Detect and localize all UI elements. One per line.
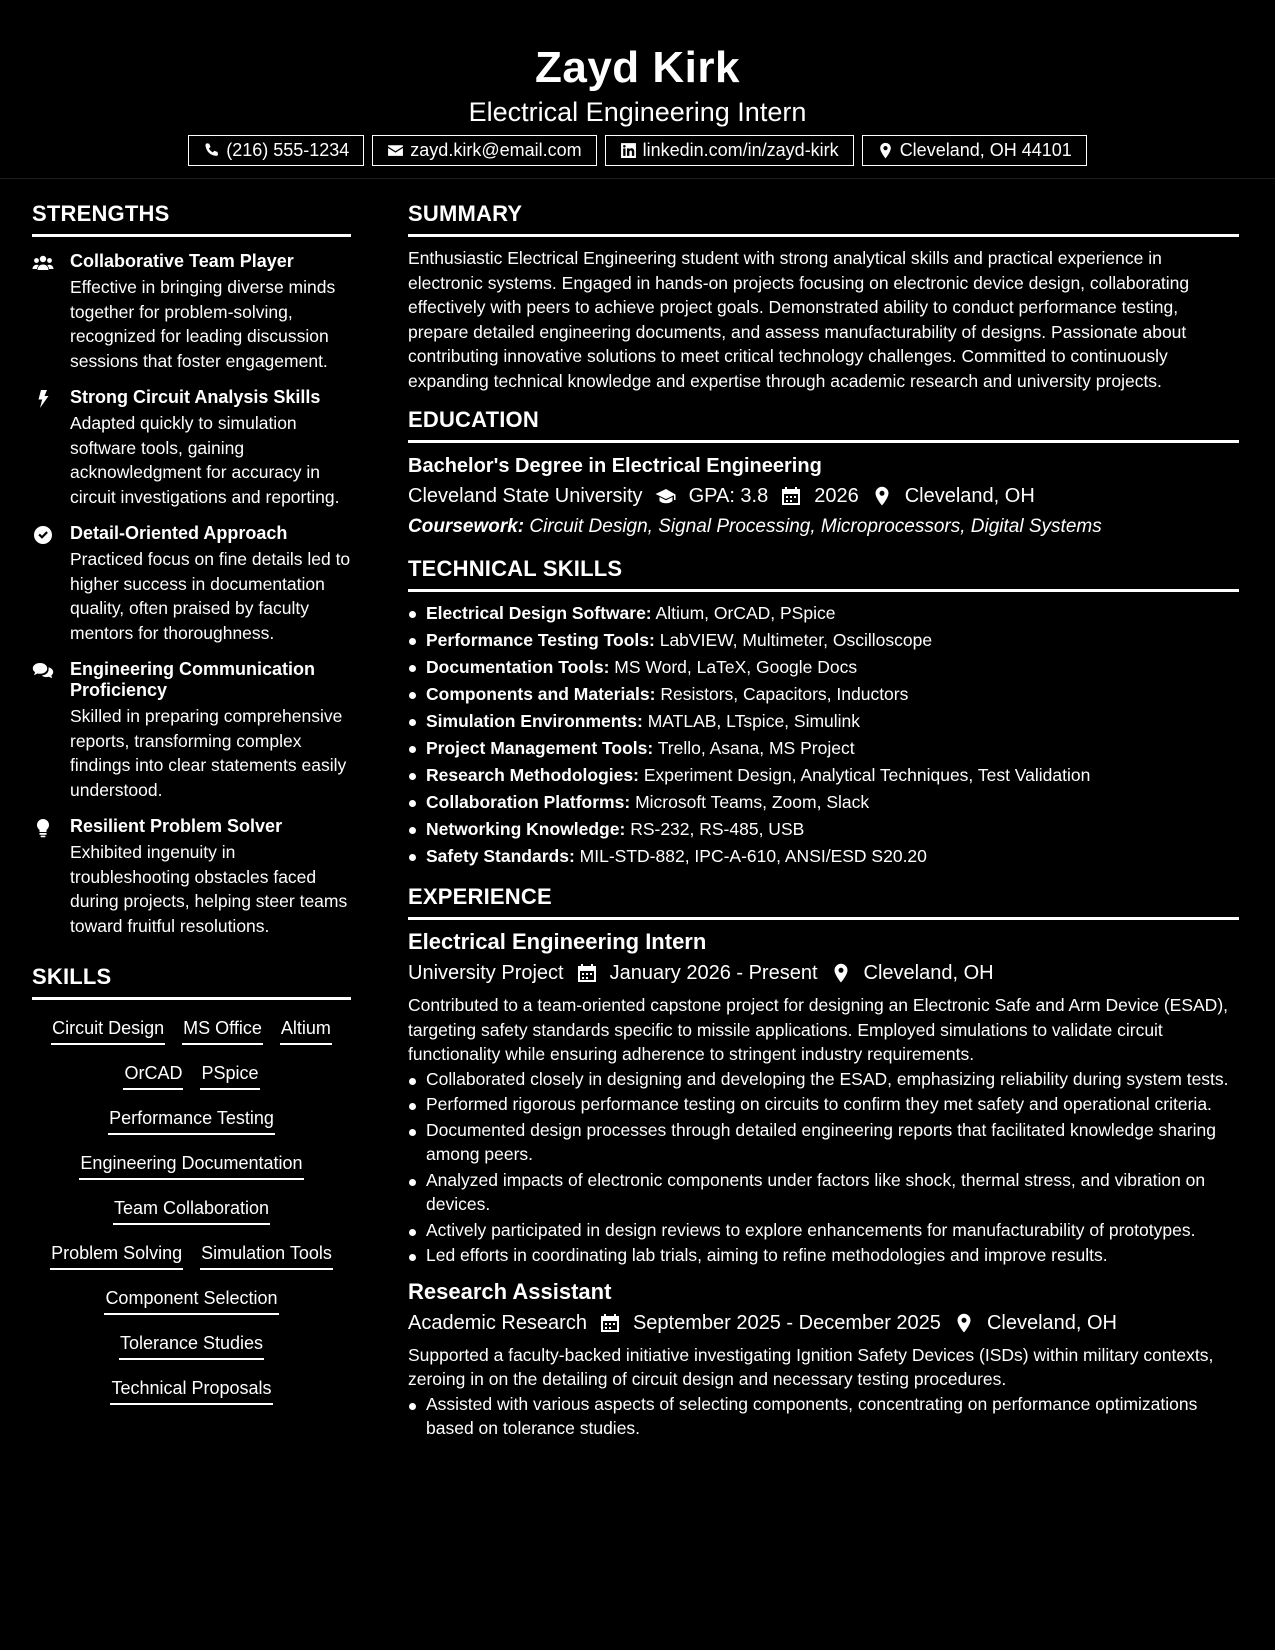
- coursework-label: Coursework:: [408, 516, 525, 537]
- resume-header: [0, 0, 1275, 179]
- education-school: Cleveland State University: [408, 485, 643, 507]
- strength-item: [32, 816, 351, 938]
- strength-title: Detail-Oriented Approach: [70, 523, 288, 543]
- strength-item: [32, 659, 351, 802]
- skill-value: Microsoft Teams, Zoom, Slack: [635, 792, 870, 812]
- skill-label: Performance Testing Tools:: [426, 630, 655, 650]
- skill-value: Altium, OrCAD, PSpice: [655, 603, 836, 623]
- technical-skill-item: [408, 816, 1239, 843]
- job-entry: [408, 928, 1239, 1268]
- technical-skill-item: [408, 708, 1239, 735]
- strength-description: Effective in bringing diverse minds together for problem-solving, recognized for leading discussion sessions that foster engagement.: [70, 277, 336, 371]
- technical-skills-list: [408, 600, 1239, 870]
- job-bullet: Performed rigorous performance testing on circuits to confirm they met safety and operational criteria.: [408, 1092, 1239, 1117]
- technical-skill-item: [408, 681, 1239, 708]
- skill-value: Resistors, Capacitors, Inductors: [660, 684, 909, 704]
- skills-heading: SKILLS: [32, 964, 351, 1000]
- calendar-icon: [599, 1313, 621, 1333]
- education-coursework: [408, 514, 1239, 540]
- skill-value: MIL-STD-882, IPC-A-610, ANSI/ESD S20.20: [579, 846, 927, 866]
- job-meta: [408, 1309, 1239, 1337]
- contact-linkedin[interactable]: [605, 135, 854, 166]
- job-description: Supported a faculty-backed initiative investigating Ignition Safety Devices (ISDs) within military contexts, zeroing in on the detailing of circuit design and necessary testing procedures.: [408, 1344, 1214, 1389]
- calendar-icon: [576, 963, 598, 983]
- linkedin-text: linkedin.com/in/zayd-kirk: [642, 140, 839, 160]
- skill-tag: MS Office: [182, 1016, 263, 1045]
- map-marker-icon: [871, 486, 893, 506]
- coursework-list: Circuit Design, Signal Processing, Microprocessors, Digital Systems: [529, 516, 1102, 537]
- skill-tag: Component Selection: [104, 1286, 278, 1315]
- location-text: Cleveland, OH 44101: [899, 140, 1072, 160]
- lightbulb-icon: [32, 818, 54, 838]
- map-marker-icon: [877, 142, 894, 159]
- phone-text: (216) 555-1234: [226, 140, 350, 160]
- job-dates: September 2025 - December 2025: [632, 1311, 941, 1334]
- strength-item: [32, 523, 351, 645]
- skill-tag: Technical Proposals: [110, 1376, 272, 1405]
- job-dates: January 2026 - Present: [609, 962, 818, 984]
- strength-description: Adapted quickly to simulation software tools, gaining acknowledgment for accuracy in circuit investigations and reporting.: [70, 413, 340, 507]
- skill-label: Networking Knowledge:: [426, 819, 626, 839]
- technical-skill-item: [408, 654, 1239, 681]
- strength-item: [32, 387, 351, 509]
- skills-section: [32, 964, 351, 1421]
- skill-label: Simulation Environments:: [426, 711, 643, 731]
- skill-label: Safety Standards:: [426, 846, 575, 866]
- job-meta: [408, 959, 1239, 987]
- education-degree: Bachelor's Degree in Electrical Engineering: [408, 455, 822, 477]
- phone-icon: [203, 142, 220, 159]
- candidate-role: Electrical Engineering Intern: [468, 97, 807, 127]
- education-meta: [408, 482, 1239, 510]
- bolt-icon: [32, 389, 54, 409]
- left-column: [32, 201, 351, 1421]
- skill-value: MATLAB, LTspice, Simulink: [647, 711, 861, 731]
- skill-value: RS-232, RS-485, USB: [630, 819, 805, 839]
- job-org: Academic Research: [408, 1311, 587, 1334]
- candidate-name: Zayd Kirk: [534, 43, 740, 92]
- skill-label: Documentation Tools:: [426, 657, 610, 677]
- skill-tag: Simulation Tools: [200, 1241, 333, 1270]
- contact-phone[interactable]: [188, 135, 364, 166]
- job-bullets: [408, 1067, 1239, 1268]
- job-title: Research Assistant: [408, 1278, 612, 1304]
- contact-location[interactable]: [862, 135, 1087, 166]
- skill-tag: Tolerance Studies: [119, 1331, 264, 1360]
- skill-value: LabVIEW, Multimeter, Oscilloscope: [659, 630, 933, 650]
- check-circle-icon: [32, 525, 54, 545]
- job-bullet: Assisted with various aspects of selecting components, concentrating on performance optimizations based on tolerance studies.: [408, 1392, 1239, 1441]
- envelope-icon: [387, 142, 404, 159]
- job-description: Contributed to a team-oriented capstone project for designing an Electronic Safe and Arm Device (ESAD), targeting safety standards specific to missile applications. Employed simulations to validate circuit functionality while ensuring adherence to stringent industry requirements.: [408, 995, 1229, 1064]
- education-year: 2026: [814, 485, 859, 507]
- skill-value: Experiment Design, Analytical Techniques, Test Validation: [643, 765, 1091, 785]
- technical-skill-item: [408, 843, 1239, 870]
- technical-skill-item: [408, 762, 1239, 789]
- summary-heading: SUMMARY: [408, 201, 1239, 237]
- linkedin-icon: [620, 142, 637, 159]
- job-bullets: [408, 1392, 1239, 1441]
- strength-description: Skilled in preparing comprehensive reports, transforming complex findings into clear statements easily understood.: [70, 706, 347, 800]
- skill-label: Components and Materials:: [426, 684, 656, 704]
- map-marker-icon: [830, 963, 852, 983]
- experience-heading: EXPERIENCE: [408, 884, 1239, 920]
- skill-label: Electrical Design Software:: [426, 603, 652, 623]
- skill-tag: Problem Solving: [50, 1241, 183, 1270]
- education-location: Cleveland, OH: [904, 485, 1035, 507]
- technical-skill-item: [408, 627, 1239, 654]
- skill-tag: Circuit Design: [51, 1016, 165, 1045]
- job-title: Electrical Engineering Intern: [408, 929, 707, 954]
- job-bullet: Analyzed impacts of electronic components under factors like shock, thermal stress, and vibration on devices.: [408, 1168, 1239, 1217]
- skill-tag: PSpice: [200, 1061, 259, 1090]
- skill-tag: Performance Testing: [108, 1106, 275, 1135]
- strength-title: Engineering Communication Proficiency: [70, 659, 316, 700]
- skill-tag: Team Collaboration: [113, 1196, 270, 1225]
- strengths-heading: STRENGTHS: [32, 201, 351, 237]
- technical-skill-item: [408, 789, 1239, 816]
- skill-value: MS Word, LaTeX, Google Docs: [614, 657, 858, 677]
- summary-text: Enthusiastic Electrical Engineering student with strong analytical skills and practical experience in electronic systems. Engaged in hands-on projects focusing on electronic device design, collaborating effectively with peers to achieve project goals. Demonstrated ability to conduct performance testing, prepare detailed engineering documents, and assess manufacturability of designs. Passionate about contributing innovative solutions to meet critical technology challenges. Committed to continuously expanding technical knowledge and expertise through academic research and university projects.: [408, 248, 1190, 391]
- comments-icon: [32, 661, 54, 681]
- strength-description: Practiced focus on fine details led to higher success in documentation quality, often praised by faculty mentors for thoroughness.: [70, 549, 351, 643]
- job-bullet: Led efforts in coordinating lab trials, aiming to refine methodologies and improve results.: [408, 1243, 1239, 1268]
- map-marker-icon: [953, 1313, 975, 1333]
- email-text: zayd.kirk@email.com: [410, 140, 582, 160]
- strengths-list: [32, 251, 351, 938]
- graduation-cap-icon: [655, 486, 677, 506]
- skill-tag: Altium: [280, 1016, 332, 1045]
- skill-label: Project Management Tools:: [426, 738, 654, 758]
- contact-bar: [0, 135, 1275, 166]
- technical-skills-heading: TECHNICAL SKILLS: [408, 556, 1239, 592]
- job-entry: [408, 1278, 1239, 1441]
- job-bullet: Collaborated closely in designing and developing the ESAD, emphasizing reliability during system tests.: [408, 1067, 1239, 1092]
- strength-title: Resilient Problem Solver: [70, 816, 283, 836]
- education-heading: EDUCATION: [408, 407, 1239, 443]
- contact-email[interactable]: [372, 135, 596, 166]
- skill-value: Trello, Asana, MS Project: [657, 738, 855, 758]
- job-location: Cleveland, OH: [863, 962, 994, 984]
- strength-title: Collaborative Team Player: [70, 251, 294, 271]
- strength-description: Exhibited ingenuity in troubleshooting obstacles faced during projects, helping steer teams toward fruitful resolutions.: [70, 842, 348, 936]
- technical-skill-item: [408, 735, 1239, 762]
- strength-title: Strong Circuit Analysis Skills: [70, 387, 321, 407]
- skill-tag: Engineering Documentation: [79, 1151, 303, 1180]
- strength-item: [32, 251, 351, 373]
- users-icon: [32, 253, 54, 273]
- job-location: Cleveland, OH: [986, 1311, 1117, 1334]
- skill-tag: OrCAD: [123, 1061, 183, 1090]
- skills-tags: [32, 1016, 351, 1421]
- calendar-icon: [780, 486, 802, 506]
- job-bullet: Actively participated in design reviews to explore enhancements for manufacturability of prototypes.: [408, 1218, 1239, 1243]
- job-bullet: Documented design processes through detailed engineering reports that facilitated knowledge sharing among peers.: [408, 1118, 1239, 1167]
- job-org: University Project: [408, 962, 564, 984]
- technical-skill-item: [408, 600, 1239, 627]
- skill-label: Collaboration Platforms:: [426, 792, 631, 812]
- right-column: [408, 201, 1239, 1442]
- skill-label: Research Methodologies:: [426, 765, 639, 785]
- education-gpa: GPA: 3.8: [688, 485, 769, 507]
